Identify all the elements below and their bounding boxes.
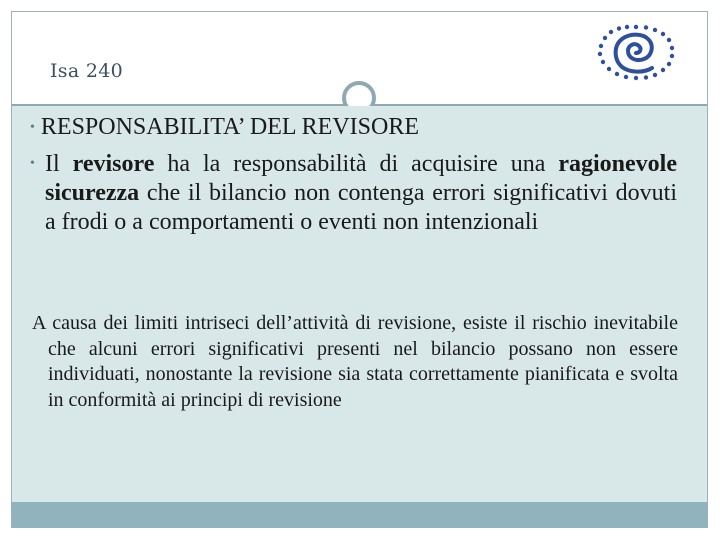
- spiral-logo-icon: [594, 22, 678, 82]
- bullet-heading: [30, 112, 419, 143]
- bullet-paragraph: [45, 150, 677, 237]
- bullet-dot-2: [30, 148, 41, 179]
- bullet-heading-text: RESPONSABILITA’ DEL REVISORE: [40, 114, 419, 140]
- sub-paragraph: [32, 311, 678, 413]
- sub-paragraph-text: A causa dei limiti intriseci dell’attività di revisione, esiste il rischio inevitabile che alcuni errori significativi presenti nel bilancio possano non essere individuati, nonostante la revisione sia stata correttamente pianificata e svolta in conformità ai principi di revisione: [32, 312, 678, 411]
- slide-footer: [12, 502, 707, 528]
- para-bold-2: ragionevole sicurezza: [45, 151, 677, 206]
- slide-title: Isa 240: [50, 60, 123, 82]
- bullet-dot-icon: •: [30, 120, 35, 136]
- bullet-dot-icon: •: [30, 156, 35, 172]
- para-text-1: Il: [45, 151, 73, 177]
- para-text-3: che il bilancio non contenga errori significativi dovuti a frodi o a comportamenti o eventi non intenzionali: [45, 180, 677, 235]
- para-bold-1: revisore: [72, 151, 155, 177]
- para-text-2: ha la responsabilità di acquisire una: [154, 151, 559, 177]
